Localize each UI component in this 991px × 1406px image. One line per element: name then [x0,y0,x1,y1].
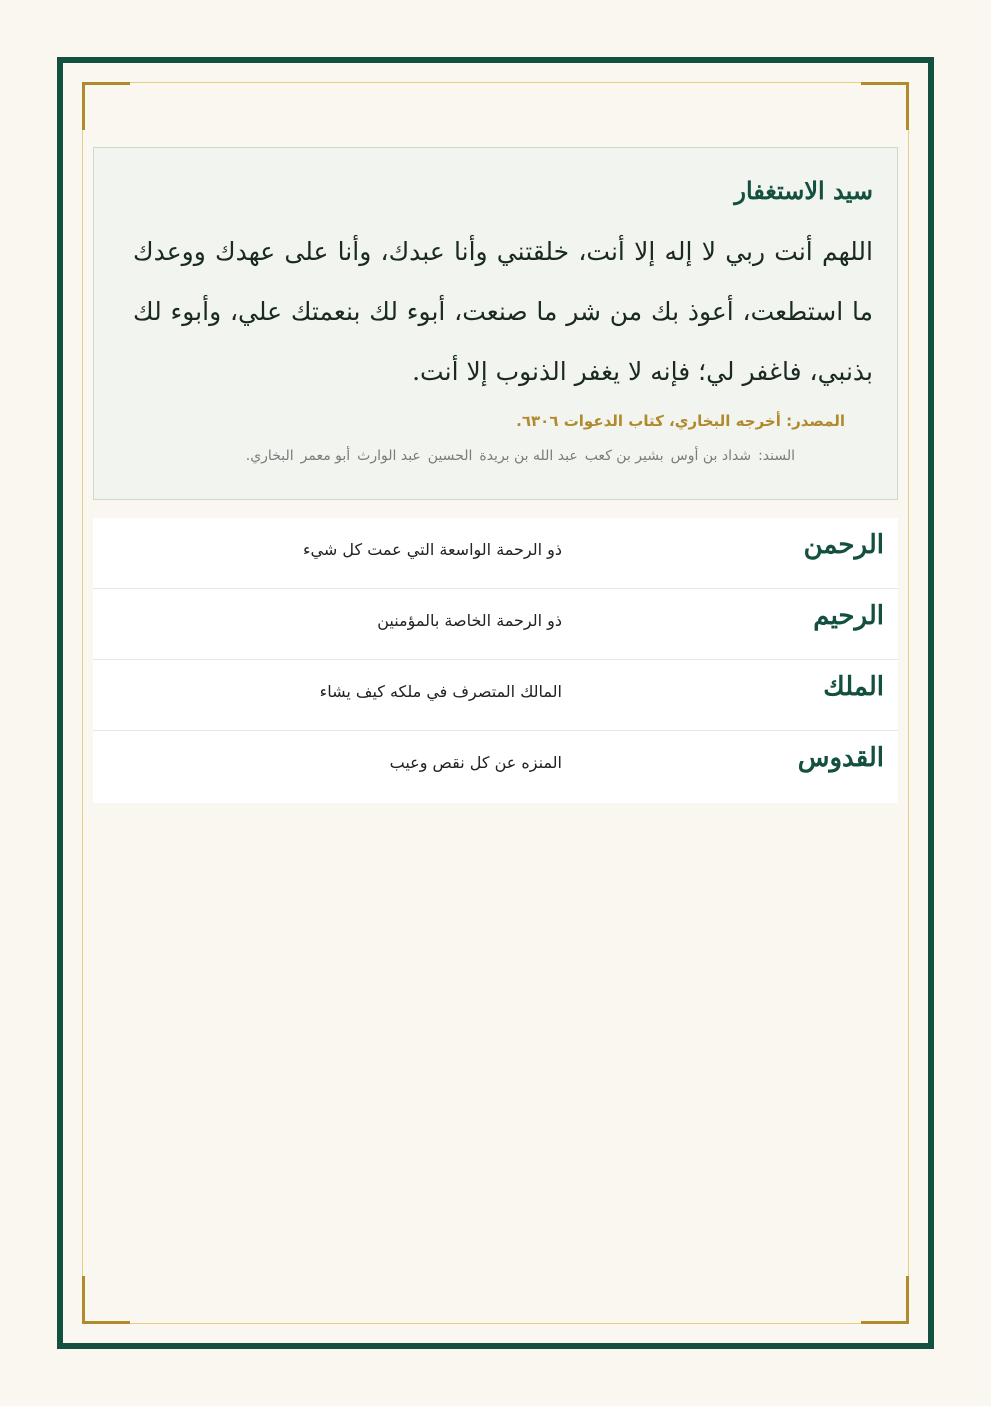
sanad-narrator: عبد الوارث [357,448,421,464]
sanad-narrator: الحسين [427,448,473,464]
name-meaning: ذو الرحمة الواسعة التي عمت كل شيء [303,540,562,559]
divine-name: الرحمن [803,530,884,560]
dua-card [93,147,898,500]
table-row [93,731,898,803]
corner-ornament-bottom-left [82,1276,130,1324]
divine-name: الرحيم [813,601,884,631]
name-meaning: المالك المتصرف في ملكه كيف يشاء [319,682,562,701]
sanad-narrator: شداد بن أوس [670,448,752,464]
corner-ornament-top-left [82,82,130,130]
dua-source: المصدر: أخرجه البخاري، كتاب الدعوات ٦٣٠٦. [516,412,845,430]
sanad-narrator: البخاري. [245,448,294,464]
corner-ornament-top-right [861,82,909,130]
divine-name: الملك [823,672,884,702]
table-row [93,589,898,660]
divine-names-table [93,518,898,803]
dua-title: سيد الاستغفار [734,176,873,205]
table-row [93,518,898,589]
sanad-label: السند: [758,448,795,464]
sanad-narrator: عبد الله بن بريدة [479,448,578,464]
sanad-narrator: بشير بن كعب [584,448,664,464]
divine-name: القدوس [797,743,884,773]
name-meaning: المنزه عن كل نقص وعيب [389,753,562,772]
sanad-narrator: أبو معمر [300,448,351,464]
dua-sanad [246,448,795,464]
corner-ornament-bottom-right [861,1276,909,1324]
name-meaning: ذو الرحمة الخاصة بالمؤمنين [377,611,562,630]
table-row [93,660,898,731]
dua-text: اللهم أنت ربي لا إله إلا أنت، خلقتني وأنا عبدك، وأنا على عهدك ووعدك ما استطعت، أعوذ بك من شر ما صنعت، أبوء لك بنعمتك علي، وأبوء لك بذنبي، فاغفر لي؛ فإنه لا يغفر الذنوب إلا أنت. [133,237,873,386]
